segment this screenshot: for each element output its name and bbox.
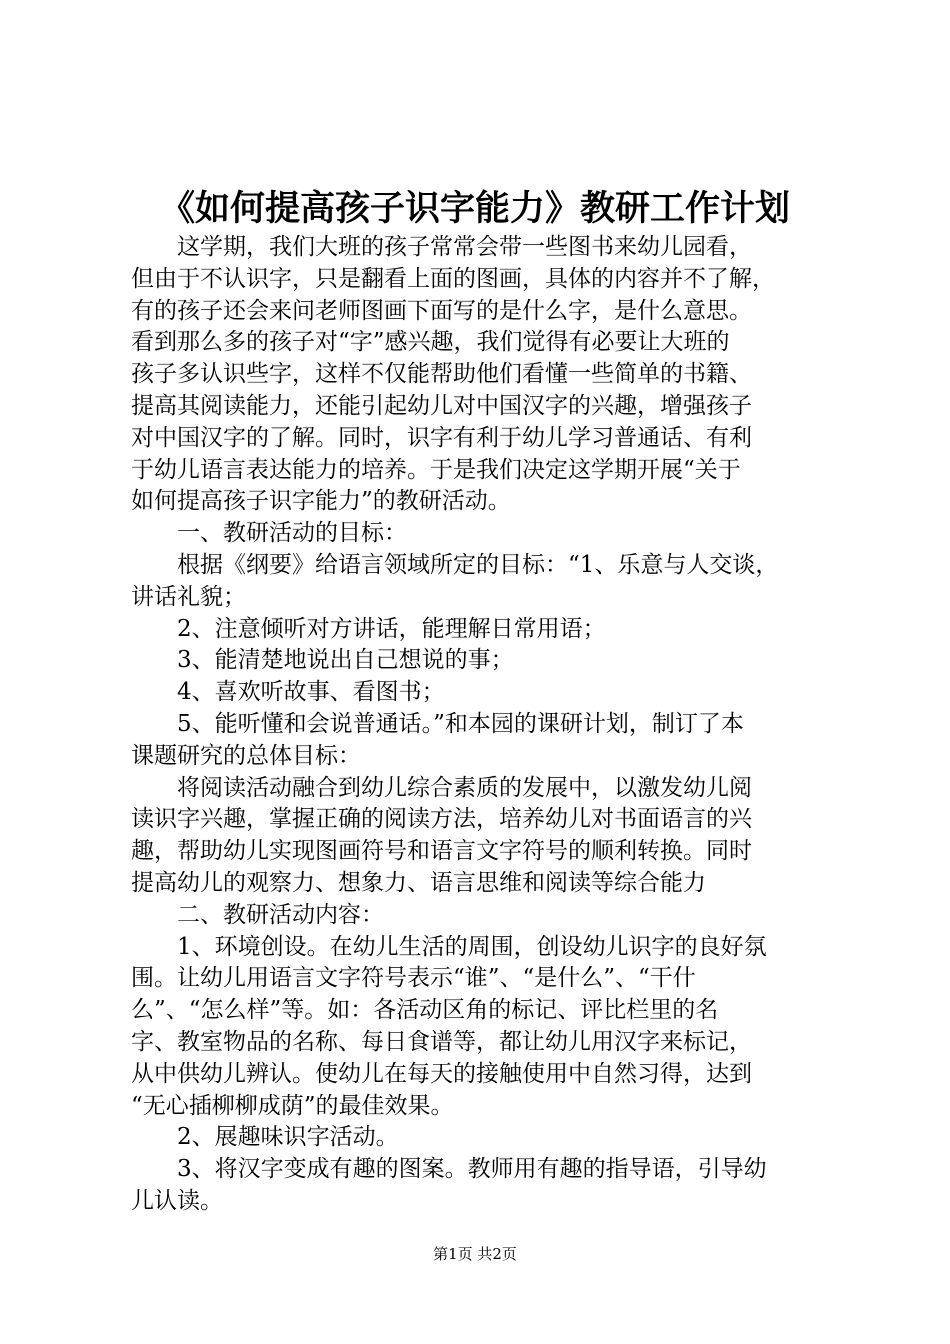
body-line: 围。让幼儿用语言文字符号表示“谁”、“是什么”、“干什	[131, 965, 696, 992]
body-line: “无心插柳柳成荫”的最佳效果。	[131, 1092, 454, 1119]
body-line: 么”、“怎么样”等。如：各活动区角的标记、评比栏里的名	[131, 997, 719, 1024]
page-footer: 第1页 共2页	[433, 1245, 517, 1263]
list-item: 5、能听懂和会说普通话。”和本园的课研计划，制订了本	[131, 710, 744, 737]
list-item: 1、环境创设。在幼儿生活的周围，创设幼儿识字的良好氛	[131, 933, 767, 960]
body-line: 孩子多认识些字，这样不仅能帮助他们看懂一些简单的书籍、	[131, 361, 752, 388]
body-line: 从中供幼儿辨认。使幼儿在每天的接触使用中自然习得，达到	[131, 1060, 752, 1087]
body-line: 有的孩子还会来问老师图画下面写的是什么字，是什么意思。	[131, 297, 752, 324]
document-body	[131, 232, 831, 1218]
body-line: 这学期，我们大班的孩子常常会带一些图书来幼儿园看，	[131, 234, 752, 260]
body-line: 但由于不认识字，只是翻看上面的图画，具体的内容并不了解，	[131, 265, 775, 292]
body-line: 读识字兴趣，掌握正确的阅读方法，培养幼儿对书面语言的兴	[131, 806, 752, 833]
body-line: 课题研究的总体目标：	[131, 742, 361, 769]
list-item: 3、能清楚地说出自己想说的事；	[131, 647, 514, 674]
body-line: 提高其阅读能力，还能引起幼儿对中国汉字的兴趣，增强孩子	[131, 392, 752, 419]
body-line: 儿认读。	[131, 1187, 223, 1214]
body-line: 于幼儿语言表达能力的培养。于是我们决定这学期开展“关于	[131, 456, 741, 483]
list-item: 2、注意倾听对方讲话，能理解日常用语；	[131, 615, 606, 642]
body-line: 趣，帮助幼儿实现图画符号和语言文字符号的顺利转换。同时	[131, 838, 752, 865]
body-line: 将阅读活动融合到幼儿综合素质的发展中，以激发幼儿阅	[131, 774, 752, 801]
section-heading: 二、教研活动内容：	[131, 901, 384, 928]
body-line: 看到那么多的孩子对“字”感兴趣，我们觉得有必要让大班的	[131, 329, 730, 356]
body-line: 对中国汉字的了解。同时，识字有利于幼儿学习普通话、有利	[131, 424, 752, 451]
body-line: 根据《纲要》给语言领域所定的目标：“1、乐意与人交谈，	[131, 551, 779, 578]
list-item: 2、展趣味识字活动。	[131, 1124, 399, 1151]
body-line: 提高幼儿的观察力、想象力、语言思维和阅读等综合能力	[131, 869, 706, 896]
list-item: 3、将汉字变成有趣的图案。教师用有趣的指导语，引导幼	[131, 1156, 767, 1183]
list-item: 4、喜欢听故事、看图书；	[131, 679, 445, 706]
body-line: 字、教室物品的名称、每日食谱等，都让幼儿用汉字来标记，	[131, 1028, 752, 1055]
document-title: 《如何提高孩子识字能力》教研工作计划	[159, 188, 790, 229]
body-line: 如何提高孩子识字能力”的教研活动。	[131, 488, 511, 515]
section-heading: 一、教研活动的目标：	[131, 520, 407, 547]
body-line: 讲话礼貌；	[131, 583, 246, 610]
